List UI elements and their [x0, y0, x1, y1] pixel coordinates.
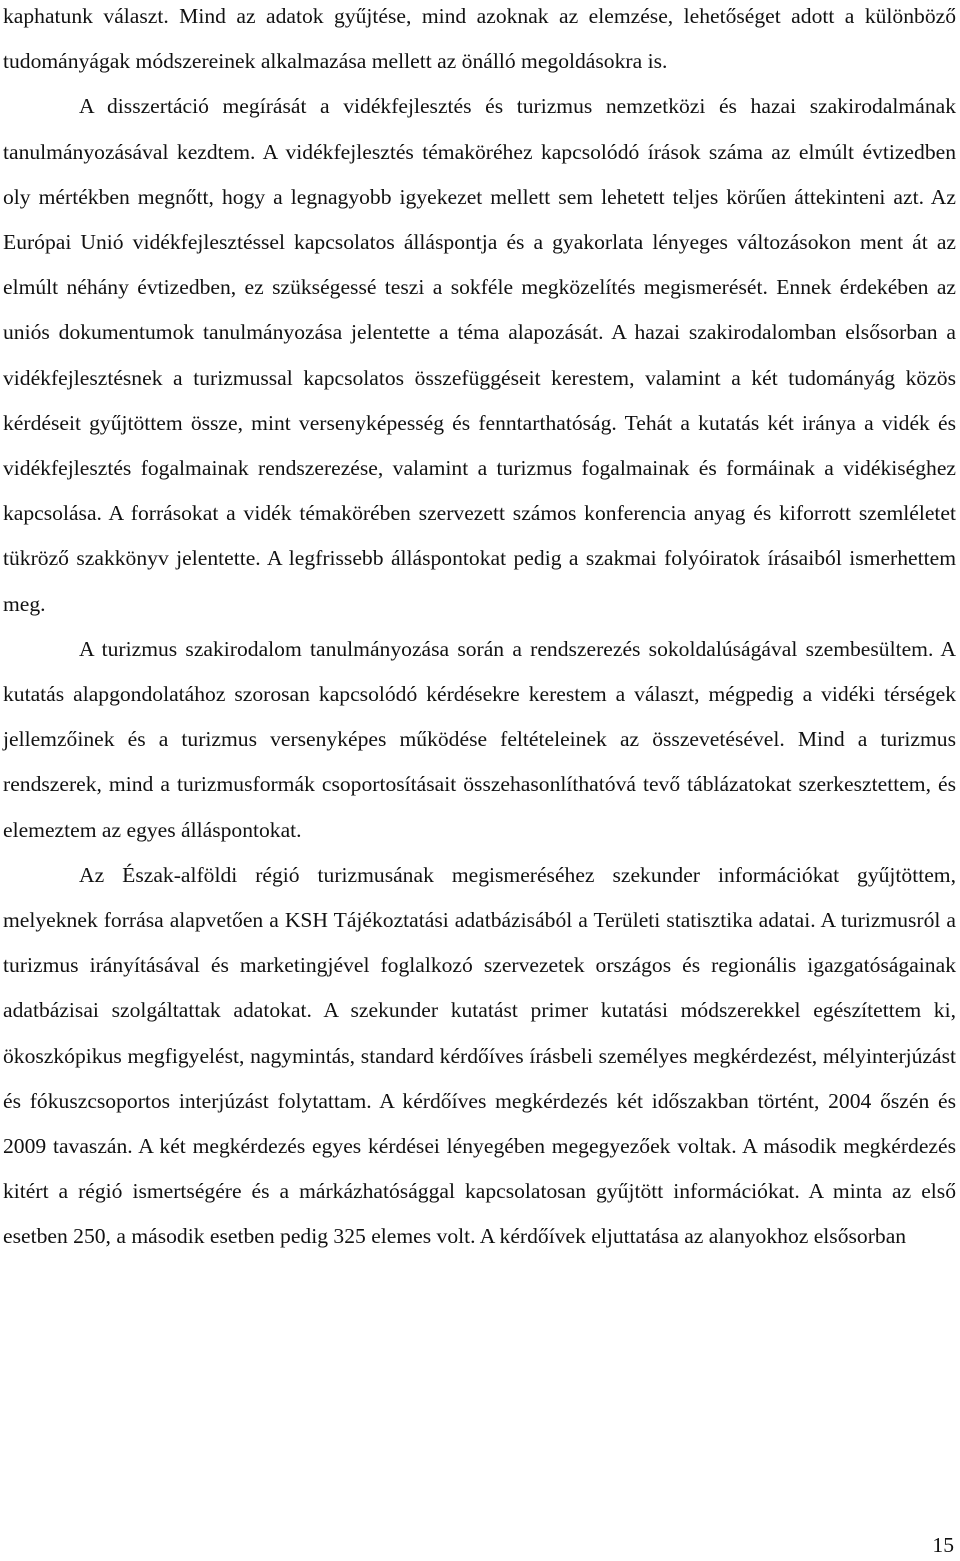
- paragraph-research-methods: Az Észak-alföldi régió turizmusának megismeréséhez szekunder információkat gyűjtöttem, melyeknek forrása alapvetően a KSH Tájékoztatási adatbázisából a Területi statisztika adatai. A turizmusról a turizmus irányításával és marketingjével foglalkozó szervezetek országos és regionális igazgatóságainak adatbázisai szolgáltattak adatokat. A szekunder kutatást primer kutatási módszerekkel egészítettem ki, ökoszkópikus megfigyelést, nagymintás, standard kérdőíves írásbeli személyes megkérdezést, mélyinterjúzást és fókuszcsoportos interjúzást folytattam. A kérdőíves megkérdezés két időszakban történt, 2004 őszén és 2009 tavaszán. A két megkérdezés egyes kérdései lényegében megegyezőek voltak. A második megkérdezés kitért a régió ismertségére és a márkázhatósággal kapcsolatosan gyűjtött információkat. A minta az első esetben 250, a második esetben pedig 325 elemes volt. A kérdőívek eljuttatása az alanyokhoz elsősorban: [3, 862, 956, 1249]
- paragraph-tourism-literature: A turizmus szakirodalom tanulmányozása során a rendszerezés sokoldalúságával szembesültem. A kutatás alapgondolatához szorosan kapcsolódó kérdésekre kerestem a választ, mégpedig a vidéki térségek jellemzőinek és a turizmus versenyképes működése feltételeinek az összevetésével. Mind a turizmus rendszerek, mind a turizmusformák csoportosításait összehasonlíthatóvá tevő táblázatokat szerkesztettem, és elemeztem az egyes álláspontokat.: [3, 636, 956, 842]
- paragraph-continuation: kaphatunk választ. Mind az adatok gyűjtése, mind azoknak az elemzése, lehetőséget adott a különböző tudományágak módszereinek alkalmazása mellett az önálló megoldásokra is.: [3, 4, 956, 74]
- paragraph-literature-review: A disszertáció megírását a vidékfejlesztés és turizmus nemzetközi és hazai szakirodalmának tanulmányozásával kezdtem. A vidékfejlesztés témaköréhez kapcsolódó írások száma az elmúlt évtizedben oly mértékben megnőtt, hogy a legnagyobb igyekezet mellett sem lehetett teljes körűen áttekinteni azt. Az Európai Unió vidékfejlesztéssel kapcsolatos álláspontja és a gyakorlata lényeges változásokon ment át az elmúlt néhány évtizedben, ez szükségessé teszi a sokféle megközelítés megismerését. Ennek érdekében az uniós dokumentumok tanulmányozása jelentette a téma alapozását. A hazai szakirodalomban elsősorban a vidékfejlesztésnek a turizmussal kapcsolatos összefüggéseit kerestem, valamint a két tudományág közös kérdéseit gyűjtöttem össze, mint versenyképesség és fenntarthatóság. Tehát a kutatás két iránya a vidék és vidékfejlesztés fogalmainak rendszerezése, valamint a turizmus fogalmainak és formáinak a vidékiséghez kapcsolása. A forrásokat a vidék témakörében szervezett számos konferencia anyag és kiforrott szemléletet tükröző szakkönyv jelentette. A legfrissebb álláspontokat pedig a szakmai folyóiratok írásaiból ismerhettem meg.: [3, 94, 956, 616]
- page-number: 15: [932, 1533, 954, 1557]
- body-text: [3, 0, 956, 1260]
